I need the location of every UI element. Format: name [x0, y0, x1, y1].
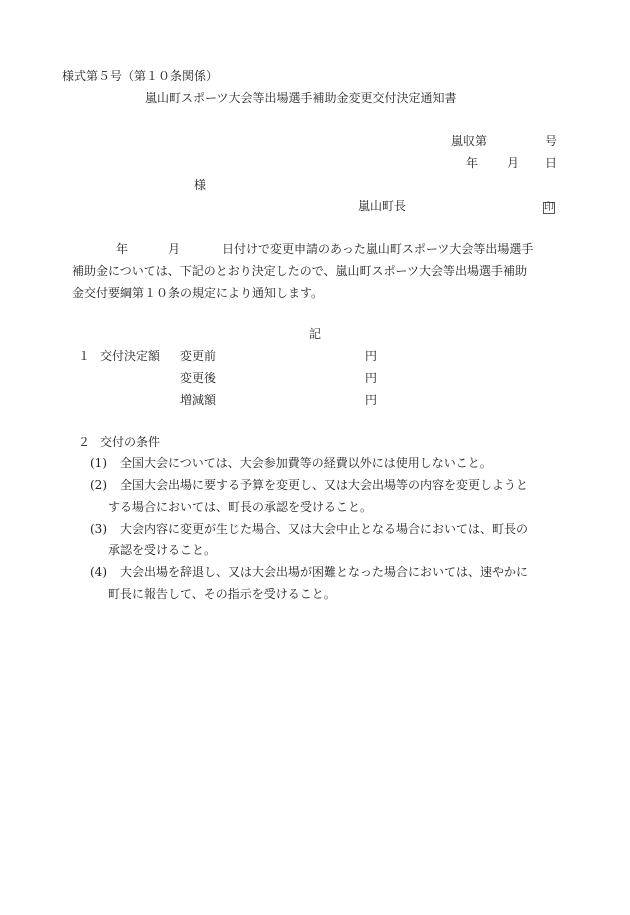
condition-number: (2): [90, 478, 107, 492]
section2-number: ２: [78, 435, 91, 449]
condition-number: (1): [90, 456, 107, 470]
body-month: 月: [168, 242, 181, 256]
condition-text: 大会出場を辞退し、又は大会出場が困難となった場合においては、速やかに: [120, 565, 529, 579]
condition-text-cont: 承認を受けること。: [108, 543, 217, 557]
amount-row-label: 変更前: [180, 349, 217, 363]
body-line2: 補助金については、下記のとおり決定したので、嵐山町スポーツ大会等出場選手補助: [72, 264, 528, 278]
amount-row-unit: 円: [365, 393, 378, 407]
date-year: 年: [466, 156, 479, 170]
condition-text: 大会内容に変更が生じた場合、又は大会中止となる場合においては、町長の: [120, 522, 529, 536]
amount-row-label: 変更後: [180, 371, 217, 385]
seal-mark: [543, 198, 555, 214]
condition-number: (4): [90, 565, 107, 579]
condition-text: 全国大会出場に要する予算を変更し、又は大会出場等の内容を変更しようと: [120, 478, 529, 492]
doc-number-prefix: 嵐収第: [451, 134, 488, 148]
ki-heading: 記: [309, 327, 322, 341]
body-year: 年: [116, 242, 129, 256]
section1-heading: 交付決定額: [100, 349, 161, 363]
section2-heading: 交付の条件: [100, 435, 161, 449]
condition-text-cont: 町長に報告して、その指示を受けること。: [108, 587, 336, 601]
seal-label: 印: [544, 202, 554, 213]
issuer-name: 嵐山町長: [358, 199, 407, 213]
form-label: 様式第５号（第１０条関係）: [62, 69, 219, 83]
addressee-honorific: 様: [194, 178, 207, 192]
amount-row-label: 増減額: [180, 393, 217, 407]
section1-number: １: [78, 349, 91, 363]
doc-number-suffix: 号: [545, 134, 558, 148]
amount-row-unit: 円: [365, 349, 378, 363]
amount-row-unit: 円: [365, 371, 378, 385]
body-line1: 日付けで変更申請のあった嵐山町スポーツ大会等出場選手: [222, 242, 534, 256]
condition-text-cont: する場合においては、町長の承認を受けること。: [108, 500, 373, 514]
date-day: 日: [545, 156, 558, 170]
document-title: 嵐山町スポーツ大会等出場選手補助金変更交付決定通知書: [145, 91, 457, 105]
date-month: 月: [507, 156, 520, 170]
condition-number: (3): [90, 522, 107, 536]
body-line3: 金交付要綱第１０条の規定により通知します。: [72, 286, 324, 300]
condition-text: 全国大会については、大会参加費等の経費以外には使用しないこと。: [120, 456, 492, 470]
